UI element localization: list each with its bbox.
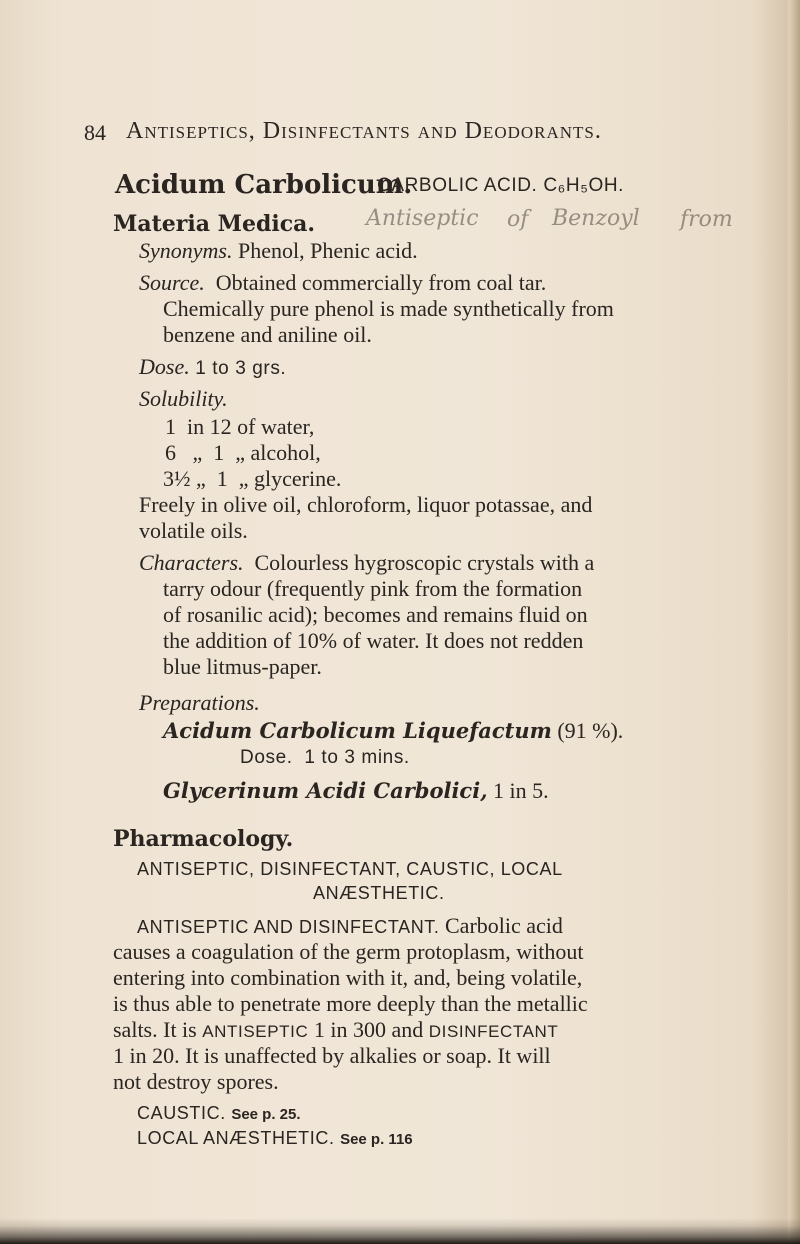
antiseptic-disinfectant-lead: ANTISEPTIC AND DISINFECTANT. [137,917,440,937]
characters-label: Characters. [139,550,244,575]
solubility-row-2: 6 „ 1 „ alcohol, [165,440,321,465]
preparation-1-percent: (91 %). [557,718,624,743]
pharmacology-p1-line-3: entering into combination with it, and, being volatile, [113,965,583,990]
dose-line [139,354,286,382]
local-anaesthetic-reference [137,1124,413,1153]
pharmacology-p1-line-7: not destroy spores. [113,1069,279,1094]
handwritten-note-2: of [507,207,529,232]
p1-line-5-c: 1 in 300 and [313,1017,424,1042]
pharmacology-p1-line-6: 1 in 20. It is unaffected by alkalies or soap. It will [113,1043,551,1068]
caustic-label: CAUSTIC. [137,1103,226,1123]
characters-line-2: tarry odour (frequently pink from the formation [163,576,583,601]
page-title: Acidum Carbolicum. [115,170,413,200]
pharmacology-p1-line-1 [137,913,563,940]
solubility-row-1: 1 in 12 of water, [165,414,315,439]
materia-medica-heading: Materia Medica. [113,211,316,237]
preparation-item-2 [163,778,549,804]
source-line-2: Chemically pure phenol is made synthetically from [163,296,614,321]
synonyms-line [139,238,418,264]
handwritten-note-3: Benzoyl [552,206,640,231]
preparation-2-ratio: 1 in 5. [493,778,549,803]
local-anaesthetic-see-page: See p. 116 [340,1131,413,1148]
source-line-1 [139,270,546,296]
page-bottom-shadow [0,1218,800,1244]
characters-line-5: blue litmus-paper. [163,654,322,679]
synonyms-text: Phenol, Phenic acid. [237,238,418,263]
dose-text: 1 to 3 grs. [195,358,287,379]
synonyms-label: Synonyms. [139,238,233,263]
solubility-line-4: Freely in olive oil, chloroform, liquor potassae, and [139,492,593,517]
handwritten-note-1: Antiseptic [366,206,479,231]
source-line-3: benzene and aniline oil. [163,322,372,347]
running-title: Antiseptics, Disinfectants and Deodorants. [126,118,602,144]
preparation-1-dose: Dose. 1 to 3 mins. [240,747,410,768]
pharmacology-actions-1: ANTISEPTIC, DISINFECTANT, CAUSTIC, LOCAL [137,859,563,879]
page-number: 84 [84,120,106,145]
solubility-row-3: 3½ „ 1 „ glycerine. [163,466,342,491]
title-english: CARBOLIC ACID. C₆H₅OH. [377,175,625,196]
pharmacology-p1-line-4: is thus able to penetrate more deeply than the metallic [113,991,588,1016]
page-right-edge [788,0,800,1244]
source-text-1: Obtained commercially from coal tar. [215,270,547,295]
handwritten-note-4: from [680,207,733,232]
preparation-item-1 [163,718,623,744]
pharmacology-p1-line-5 [113,1017,558,1045]
p1-line-1-rest: Carbolic acid [445,913,563,938]
preparations-label: Preparations. [139,690,260,715]
p1-line-5-disinfectant: DISINFECTANT [428,1022,559,1041]
source-label: Source. [139,270,205,295]
local-anaesthetic-label: LOCAL ANÆSTHETIC. [137,1128,335,1148]
solubility-label: Solubility. [139,386,228,411]
preparation-2-name: Glycerinum Acidi Carbolici, [163,778,488,803]
solubility-line-5: volatile oils. [139,518,248,543]
p1-line-5-antiseptic: ANTISEPTIC [202,1022,309,1041]
pharmacology-p1-line-2: causes a coagulation of the germ protoplasm, without [113,939,584,964]
preparation-1-name: Acidum Carbolicum Liquefactum [163,718,552,743]
p1-line-5-a: salts. It is [113,1017,197,1042]
characters-line-3: of rosanilic acid); becomes and remains fluid on [163,602,588,627]
dose-label: Dose. [139,354,190,379]
characters-line-4: the addition of 10% of water. It does not redden [163,628,584,653]
caustic-see-page: See p. 25. [231,1106,301,1123]
pharmacology-actions-2: ANÆSTHETIC. [313,883,445,903]
pharmacology-heading: Pharmacology. [113,826,294,852]
characters-text-1: Colourless hygroscopic crystals with a [254,550,595,575]
characters-line-1 [139,550,594,576]
